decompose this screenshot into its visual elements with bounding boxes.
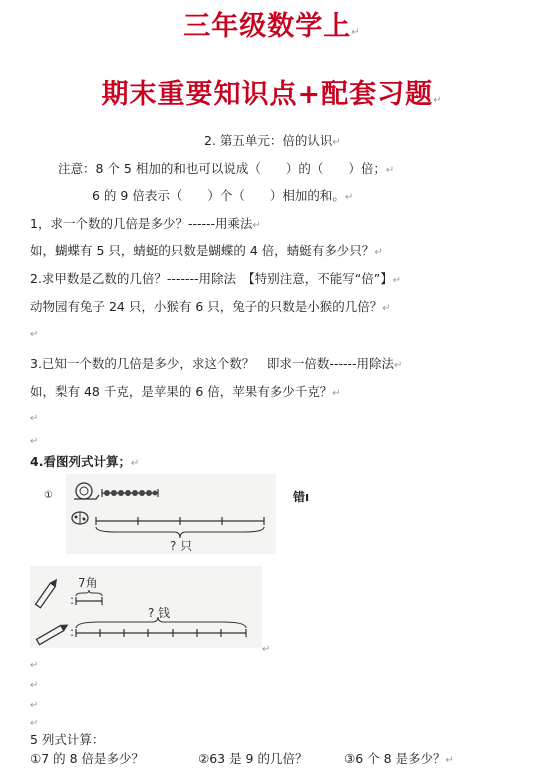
paragraph-mark: ↵ — [30, 329, 39, 340]
figure-pencil-pen-drawing — [30, 566, 262, 648]
item1-title: 1，求一个数的几倍是多少？------用乘法↵ — [30, 216, 261, 231]
pencil-icon — [36, 578, 59, 608]
item5-title: 5 列式计算： — [30, 732, 105, 747]
note-line-2: 6 的 9 倍表示（ ）个（ ）相加的和。↵ — [92, 188, 354, 203]
exercise-1: ①7 的 8 倍是多少？ — [30, 751, 145, 766]
item3-title: 3.已知一个数的几倍是多少，求这个数？ 即求一倍数------用除法↵ — [30, 356, 403, 371]
paragraph-mark: ↵ — [30, 436, 39, 447]
note-line-1: 注意：8 个 5 相加的和也可以说成（ ）的（ ）倍；↵ — [58, 161, 395, 176]
svg-text::: : — [70, 593, 75, 607]
unit-heading: 2. 第五单元：倍的认识↵ — [204, 133, 341, 148]
paragraph-mark: ↵ — [30, 718, 39, 729]
exercise-3: ③6 个 8 是多少？↵ — [344, 751, 454, 766]
page-subtitle: 期末重要知识点+配套习题↵ — [101, 79, 443, 110]
page-title: 三年级数学上↵ — [183, 11, 361, 42]
item4-title: 4.看图列式计算；↵ — [30, 454, 140, 469]
error-text: 错ı — [293, 490, 310, 504]
paragraph-mark: ↵ — [30, 700, 39, 711]
figure-pencil-pen — [30, 566, 262, 648]
item2-example: 动物园有兔子 24 只，小猴有 6 只，兔子的只数是小猴的几倍？↵ — [30, 299, 391, 314]
svg-text::: : — [70, 625, 75, 639]
exercise-2: ②63 是 9 的几倍？ — [198, 751, 308, 766]
ladybug-icon — [72, 512, 88, 524]
snail-icon — [74, 483, 99, 499]
paragraph-mark: ↵ — [30, 413, 39, 424]
price-label: 7角 — [78, 576, 98, 590]
paragraph-mark: ↵ — [262, 644, 271, 655]
question-number: ① — [44, 490, 53, 501]
paragraph-mark: ↵ — [30, 660, 39, 671]
figure2-question: ? 钱 — [148, 606, 171, 620]
pen-icon — [37, 622, 69, 644]
item2-title: 2.求甲数是乙数的几倍？-------用除法 【特别注意，不能写“倍”】↵ — [30, 271, 402, 286]
figure1-question: ? 只 — [170, 539, 193, 553]
item3-example: 如，梨有 48 千克，是苹果的 6 倍，苹果有多少千克？↵ — [30, 384, 341, 399]
item1-example: 如，蝴蝶有 5 只，蜻蜓的只数是蝴蝶的 4 倍，蜻蜓有多少只？↵ — [30, 243, 383, 258]
paragraph-mark: ↵ — [30, 680, 39, 691]
